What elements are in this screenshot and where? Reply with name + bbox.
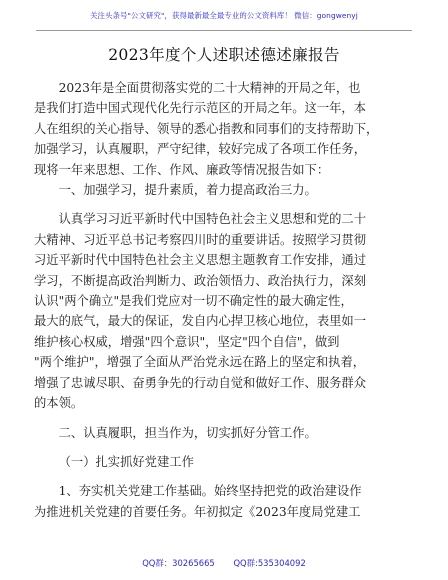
paragraph-line: 人在组织的关心指导、领导的悉心指教和同事们的支持帮助下， [34, 121, 379, 136]
footer-qq-group-2: QQ群:535304092 [233, 558, 306, 568]
paragraph-line: 2023年是全面贯彻落实党的二十大精神的开局之年，也 [58, 81, 361, 95]
paragraph-line: 习近平新时代中国特色社会主义思想主题教育工作安排，通过 [34, 253, 367, 268]
paragraph-line: 1、夯实机关党建工作基础。始终坚持把党的政治建设作 [58, 484, 362, 499]
paragraph-line: 为推进机关党建的首要任务。年初拟定《2023年度局党建工 [34, 504, 361, 519]
paragraph-line: 维护核心权威，增强"四个意识"，坚定"四个自信"，做到 [34, 334, 340, 349]
document-title: 2023年度个人述职述德述廉报告 [108, 46, 340, 64]
paragraph-line: 认真学习习近平新时代中国特色社会主义思想和党的二十 [58, 212, 367, 227]
section-heading: 一、加强学习，提升素质，着力提高政治三力。 [58, 183, 317, 198]
paragraph-line: 大精神、习近平总书记考察四川时的重要讲话。按照学习贯彻 [34, 232, 367, 247]
paragraph-line: 增强了忠诚尽职、奋勇争先的行动自觉和做好工作、服务群众 [34, 375, 367, 390]
paragraph-line: 最大的底气，最大的保证，发自内心捍卫核心地位，表里如一 [34, 314, 367, 329]
header-divider [36, 30, 412, 31]
document-body [34, 78, 414, 522]
footer [0, 557, 448, 569]
paragraph-line: 是我们打造中国式现代化先行示范区的开局之年。这一年，本 [34, 101, 367, 116]
footer-qq-group-1: QQ群：30265665 [142, 558, 215, 568]
paragraph-line: 的本领。 [34, 396, 84, 411]
header-notice: 关注头条号"公文研究"，获得最新最全最专业的公文资料库！ 微信：gongwenyj [90, 11, 358, 20]
paragraph-line: 加强学习，认真履职，严守纪律，较好完成了各项工作任务， [34, 142, 367, 157]
section-heading: 二、认真履职，担当作为，切实抓好分管工作。 [58, 425, 317, 440]
paragraph-line: 学习，不断提高政治判断力、政治领悟力、政治执行力，深刻 [34, 273, 367, 288]
subsection-heading: （一）扎实抓好党建工作 [58, 454, 194, 469]
paragraph-line: 认识"两个确立"是我们党应对一切不确定性的最大确定性， [34, 294, 353, 309]
paragraph-line: "两个维护"，增强了全面从严治党永远在路上的坚定和执着， [34, 355, 366, 370]
paragraph-line: 现将一年来思想、工作、作风、廉政等情况报告如下： [34, 162, 330, 177]
